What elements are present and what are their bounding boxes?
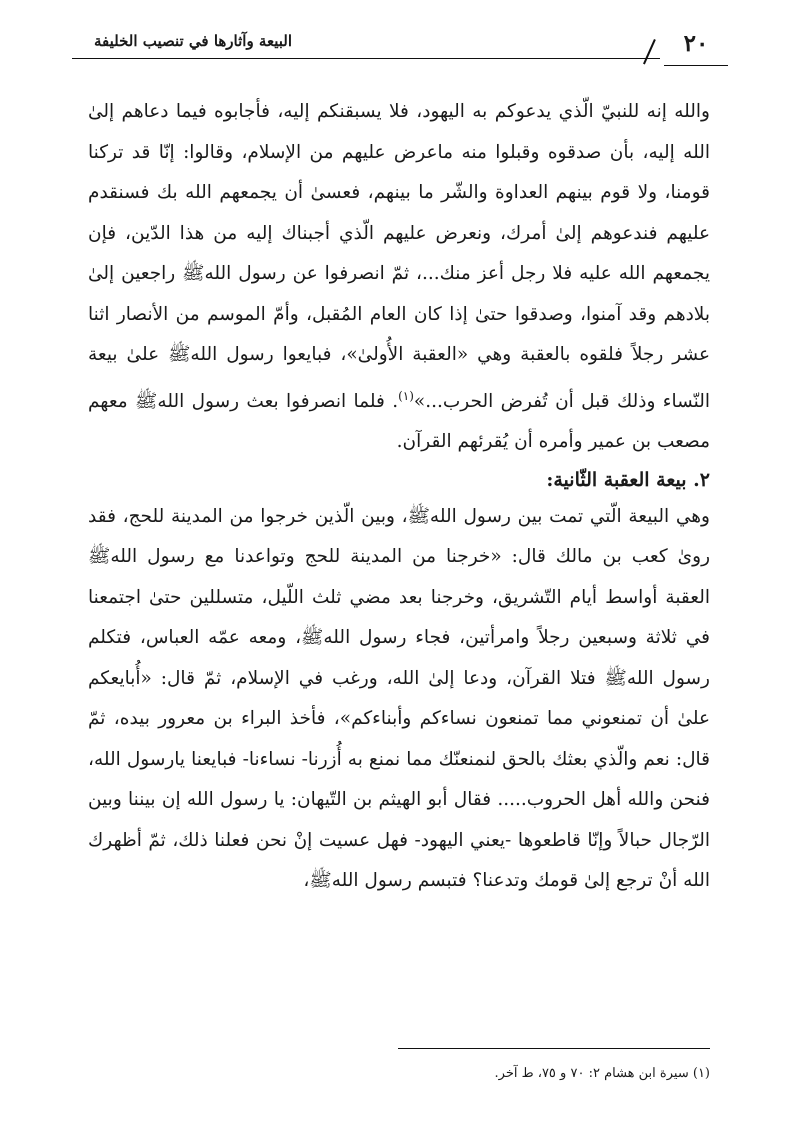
section-number: ٢. bbox=[693, 468, 710, 491]
footnote-separator bbox=[398, 1048, 710, 1049]
header-slash-divider bbox=[643, 39, 656, 64]
header-title: البيعة وآثارها في تنصيب الخليفة bbox=[93, 32, 292, 50]
paragraph-1 bbox=[88, 92, 710, 463]
section-heading bbox=[88, 463, 710, 497]
header-rule bbox=[72, 58, 660, 59]
paragraph-2: وهي البيعة الّتي تمت بين رسول اللهﷺ، وبين الّذين خرجوا من المدينة للحج، فقد روىٰ كعب بن مالك قال: «خرجنا من المدينة للحج وتواعدنا مع رسول اللهﷺ العقبة أواسط أيام التّشريق، وخرجنا بعد مضي ثلث اللّيل، متسللين حتىٰ اجتمعنا في ثلاثة وسبعين رجلاً وامرأتين، فجاء رسول اللهﷺ، ومعه عمّه العباس، فتكلم رسول اللهﷺ فتلا القرآن، ودعا إلىٰ الله، ورغب في الإسلام، ثمّ قال: «أُبايعكم علىٰ أن تمنعوني مما تمنعون نساءكم وأبناءكم»، فأخذ البراء بن معرور بيده، ثمّ قال: نعم والّذي بعثك بالحق لنمنعنّك مما نمنع به أُزرنا- نساءنا- فبايعنا يارسول الله، فنحن والله أهل الحروب..... فقال أبو الهيثم بن التّيهان: يا رسول الله إن بيننا وبين الرّجال حبالاً وإنّا قاطعوها -يعني اليهود- فهل عسيت إنْ نحن فعلنا ذلك، ثمّ أظهرك الله أنْ ترجع إلىٰ قومك وتدعنا؟ فتبسم رسول اللهﷺ، bbox=[88, 505, 710, 892]
paragraph-1-text: والله إنه للنبيّ الّذي يدعوكم به اليهود، فلا يسبقنكم إليه، فأجابوه فيما دعاهم إلىٰ الله إليه، بأن صدقوه وقبلوا منه ماعرض عليهم من الإسلام، وقالوا: إنّا قد تركنا قومنا، ولا قوم بينهم العداوة والشّر ما بينهم، فعسىٰ أن يجمعهم الله بك فسنقدم عليهم فندعوهم إلىٰ أمرك، ونعرض عليهم الّذي أجبناك إليه من هذا الدّين، فإن يجمعهم الله عليه فلا رجل أعز منك...، ثمّ انصرفوا عن رسول اللهﷺ راجعين إلىٰ بلادهم وقد آمنوا، وصدقوا حتىٰ إذا كان العام المُقبل، وأمّ الموسم من الأنصار اثنا عشر رجلاً فلقوه بالعقبة وهي «العقبة الأُولىٰ»، فبايعوا رسول اللهﷺ علىٰ بيعة النّساء وذلك قبل أن تُفرض الحرب...» bbox=[88, 101, 710, 412]
page-number-rule bbox=[664, 65, 728, 66]
main-text bbox=[88, 92, 710, 902]
page-number: ٢٠ bbox=[683, 30, 709, 57]
footnote: (١) سيرة ابن هشام ٢: ٧٠ و ٧٥، ط آخر. bbox=[494, 1066, 710, 1081]
running-header bbox=[72, 30, 728, 70]
footnote-marker: (١) bbox=[398, 388, 414, 403]
paragraph-1-tail: . فلما انصرفوا بعث رسول اللهﷺ معهم مصعب بن عمير وأمره أن يُقرئهم القرآن. bbox=[88, 390, 710, 453]
section-title: بيعة العقبة الثّانية: bbox=[546, 468, 687, 491]
